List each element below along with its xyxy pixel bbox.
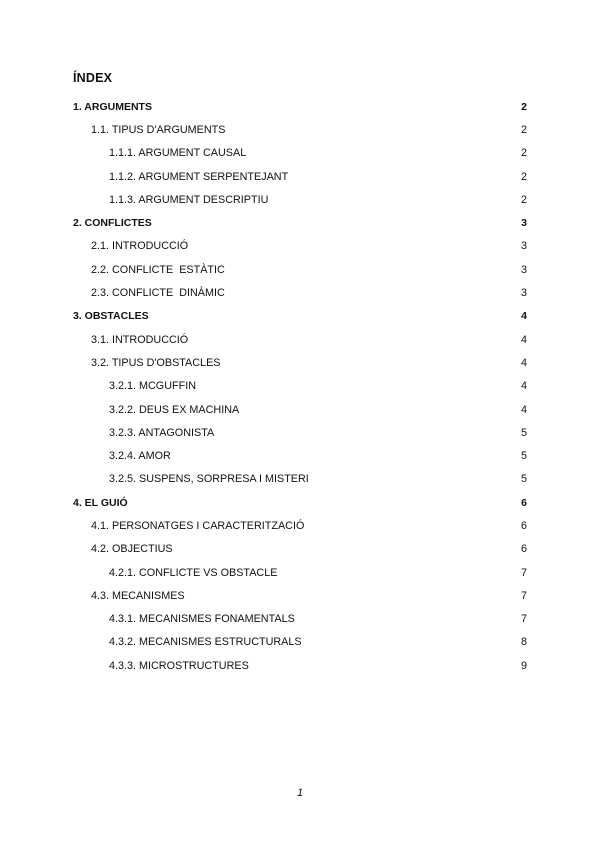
toc-entry[interactable] (0, 375, 600, 398)
toc-entry-page: 2 (520, 147, 527, 160)
toc-entry[interactable] (0, 118, 600, 141)
toc-entry[interactable] (0, 421, 600, 444)
toc-entry[interactable] (0, 281, 600, 304)
page-number: 1 (296, 787, 304, 799)
toc-entry-page: 6 (521, 496, 527, 509)
toc-entry-page: 6 (520, 519, 527, 532)
toc-entry-page: 2 (521, 100, 527, 113)
toc-entry-label: 4.3.3. MICROSTRUCTURES (109, 659, 249, 672)
toc-entry-label: 2.3. CONFLICTE DINÀMIC (91, 287, 225, 300)
toc-entry-page: 3 (520, 240, 527, 253)
toc-entry-page: 7 (520, 589, 527, 602)
toc-entry[interactable] (0, 328, 600, 351)
toc-entry-label: 2.1. INTRODUCCIÓ (91, 240, 189, 253)
toc-entry[interactable] (0, 188, 600, 211)
toc-entry[interactable] (0, 608, 600, 631)
toc-entry-page: 4 (520, 380, 527, 393)
toc-entry-label: 4. EL GUIÓ (73, 496, 128, 509)
toc-entry[interactable] (0, 584, 600, 607)
toc-entry[interactable] (0, 165, 600, 188)
toc-entry[interactable] (0, 235, 600, 258)
toc-entry-label: 4.3. MECANISMES (91, 589, 185, 602)
toc-entry[interactable] (0, 538, 600, 561)
toc-entry-label: 1.1.1. ARGUMENT CAUSAL (109, 147, 247, 160)
toc-entry-label: 3.2.3. ANTAGONISTA (109, 426, 215, 439)
toc-entry-page: 4 (520, 333, 527, 346)
toc-entry-label: 3.1. INTRODUCCIÓ (91, 333, 189, 346)
toc-entry-page: 6 (520, 543, 527, 556)
toc-entry-page: 2 (520, 193, 527, 206)
table-of-contents (0, 95, 600, 677)
toc-entry-label: 3. OBSTACLES (73, 310, 149, 323)
toc-entry-label: 3.2.5. SUSPENS, SORPRESA I MISTERI (109, 473, 309, 486)
toc-entry-label: 3.2.1. MCGUFFIN (109, 380, 196, 393)
toc-entry-label: 1.1. TIPUS D'ARGUMENTS (91, 123, 226, 136)
toc-entry-page: 4 (520, 356, 527, 369)
toc-entry[interactable] (0, 351, 600, 374)
toc-entry[interactable] (0, 305, 600, 328)
toc-entry-page: 2 (520, 170, 527, 183)
toc-entry-label: 2.2. CONFLICTE ESTÀTIC (91, 263, 225, 276)
toc-entry-page: 3 (520, 263, 527, 276)
toc-entry-label: 3.2.4. AMOR (109, 450, 171, 463)
toc-entry[interactable] (0, 514, 600, 537)
toc-entry[interactable] (0, 491, 600, 514)
toc-entry-page: 5 (520, 426, 527, 439)
toc-entry-page: 5 (520, 473, 527, 486)
toc-entry[interactable] (0, 654, 600, 677)
toc-entry[interactable] (0, 95, 600, 118)
toc-entry[interactable] (0, 211, 600, 234)
toc-entry-page: 9 (520, 659, 527, 672)
toc-entry-page: 2 (520, 123, 527, 136)
toc-entry[interactable] (0, 631, 600, 654)
toc-entry-page: 7 (520, 566, 527, 579)
toc-entry-label: 4.3.2. MECANISMES ESTRUCTURALS (109, 636, 302, 649)
toc-entry-label: 1.1.2. ARGUMENT SERPENTEJANT (109, 170, 289, 183)
toc-entry-page: 3 (520, 287, 527, 300)
toc-entry-label: 4.2. OBJECTIUS (91, 543, 173, 556)
toc-entry-page: 7 (520, 613, 527, 626)
toc-entry-label: 4.1. PERSONATGES I CARACTERITZACIÓ (91, 519, 305, 532)
toc-entry-label: 1. ARGUMENTS (73, 100, 152, 113)
page-title: ÍNDEX (73, 71, 113, 85)
toc-entry-page: 5 (520, 450, 527, 463)
toc-entry-page: 8 (520, 636, 527, 649)
toc-entry-page: 3 (521, 217, 527, 230)
toc-entry[interactable] (0, 444, 600, 467)
toc-entry-label: 4.2.1. CONFLICTE VS OBSTACLE (109, 566, 278, 579)
toc-entry-label: 4.3.1. MECANISMES FONAMENTALS (109, 613, 295, 626)
toc-entry-label: 2. CONFLICTES (73, 217, 152, 230)
toc-entry-page: 4 (521, 310, 527, 323)
toc-entry-label: 3.2. TIPUS D'OBSTACLES (91, 356, 221, 369)
toc-entry[interactable] (0, 398, 600, 421)
toc-entry[interactable] (0, 258, 600, 281)
toc-entry[interactable] (0, 468, 600, 491)
toc-entry-label: 1.1.3. ARGUMENT DESCRIPTIU (109, 193, 269, 206)
toc-entry[interactable] (0, 561, 600, 584)
toc-entry[interactable] (0, 142, 600, 165)
toc-entry-label: 3.2.2. DEUS EX MACHINA (109, 403, 240, 416)
toc-entry-page: 4 (520, 403, 527, 416)
